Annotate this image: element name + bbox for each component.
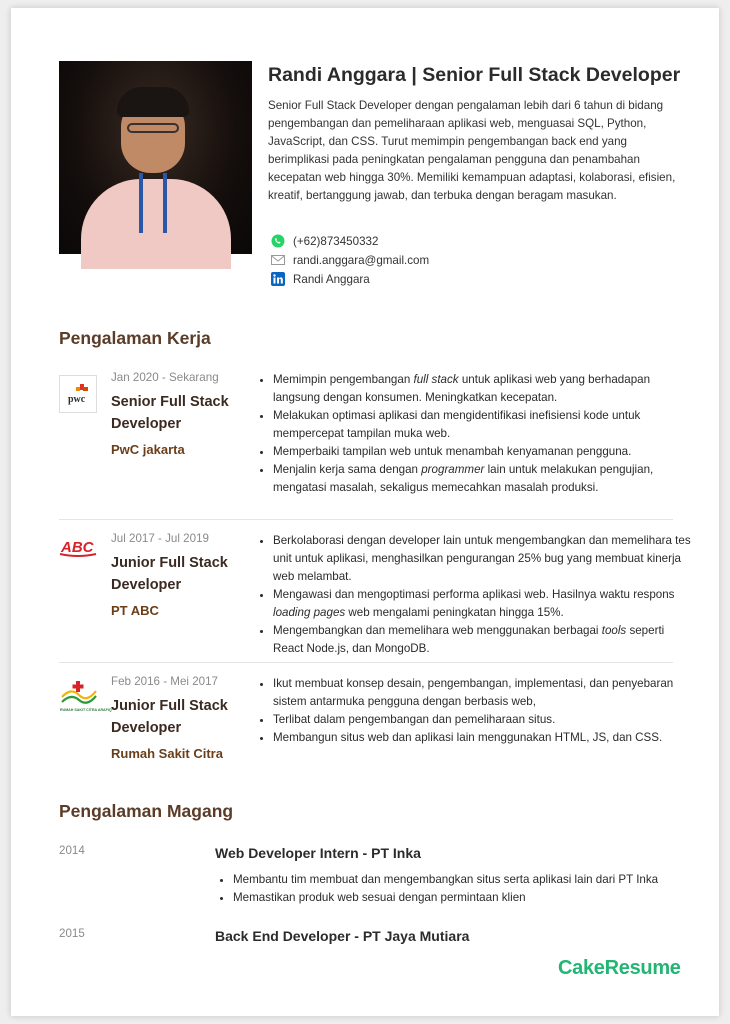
job-bullet: • Melakukan optimasi aplikasi dan mengidentifikasi inefisiensi kode untuk mempercepat tampilan muka web. [273, 407, 691, 443]
job-period: Jul 2017 - Jul 2019 [111, 532, 209, 545]
job-role: Senior Full Stack Developer [111, 394, 229, 432]
internship-bullet: • Membantu tim membuat dan mengembangkan situs serta aplikasi lain dari PT Inka [233, 871, 703, 889]
linkedin-name: Randi Anggara [293, 272, 370, 286]
rumah-sakit-citra-logo [59, 677, 112, 715]
linkedin-icon [271, 272, 285, 286]
internship-year: 2015 [59, 927, 85, 940]
job-bullets [257, 675, 691, 747]
job-role: Junior Full Stack Developer [111, 555, 228, 593]
internship-title: Back End Developer - PT Jaya Mutiara [215, 928, 470, 944]
job-period: Feb 2016 - Mei 2017 [111, 675, 218, 688]
name-title: Randi Anggara | Senior Full Stack Developer [268, 64, 681, 86]
internship-title: Web Developer Intern - PT Inka [215, 845, 421, 861]
job-bullet: • Membangun situs web dan aplikasi lain menggunakan HTML, JS, dan CSS. [273, 729, 691, 747]
profile-summary: Senior Full Stack Developer dengan pengalaman lebih dari 6 tahun di bidang pengembangan dan pemeliharaan aplikasi web, menguasai SQL, Python, JavaScript, dan CSS. Turut memimpin pengembangan back end yang berimplikasi pada peningkatan pengalaman pengguna dan penambahan kecepatan web hingga 30%. Memiliki kemampuan adaptasi, kolaborasi, efisien, kreatif, bertanggung jawab, dan terbuka dengan beragam masukan. [268, 99, 676, 202]
svg-text:pwc: pwc [68, 394, 86, 405]
divider [59, 662, 673, 663]
job-company: PwC jakarta [111, 442, 185, 457]
job-company: PT ABC [111, 603, 159, 618]
mail-icon [271, 253, 285, 267]
job-entry [59, 675, 673, 775]
job-company: Rumah Sakit Citra [111, 746, 223, 761]
job-bullet: • Berkolaborasi dengan developer lain untuk mengembangkan dan memelihara tes unit untuk aplikasi, menghasilkan pengurangan 25% bug yang membuat kinerja web melambat. [273, 532, 691, 586]
internship-year: 2014 [59, 844, 85, 857]
job-period: Jan 2020 - Sekarang [111, 371, 219, 384]
phone-number: (+62)873450332 [293, 234, 379, 248]
job-bullet: • Mengembangkan dan memelihara web menggunakan berbagai tools seperti React Node.js, dan MongoDB. [273, 622, 691, 658]
divider [59, 519, 673, 520]
job-bullets [257, 371, 691, 497]
job-bullet: • Memperbaiki tampilan web untuk menambah kenyamanan pengguna. [273, 443, 691, 461]
job-bullet: • Menjalin kerja sama dengan programmer lain untuk melakukan pengujian, mengatasi masalah, sekaligus memecahkan masalah produksi. [273, 461, 691, 497]
svg-text:ABC: ABC [61, 539, 94, 556]
whatsapp-icon [271, 234, 285, 248]
email-address: randi.anggara@gmail.com [293, 253, 430, 267]
job-role: Junior Full Stack Developer [111, 698, 228, 736]
job-entry [59, 532, 691, 660]
internship-bullet: • Memastikan produk web sesuai dengan permintaan klien [233, 889, 703, 907]
job-bullet: • Terlibat dalam pengembangan dan pemeliharaan situs. [273, 711, 691, 729]
cakeresume-logo[interactable]: CakeResume [558, 957, 681, 979]
contact-phone[interactable] [271, 232, 378, 250]
section-title-internship: Pengalaman Magang [59, 801, 234, 821]
job-bullet: • Ikut membuat konsep desain, pengembangan, implementasi, dan penyebaran sistem antarmuka pengguna dengan berbasis web, [273, 675, 691, 711]
internship-bullets [215, 871, 703, 907]
contact-linkedin[interactable] [271, 270, 370, 288]
job-entry [59, 371, 673, 516]
abc-logo [59, 536, 97, 574]
job-bullet: • Memimpin pengembangan full stack untuk aplikasi web yang berhadapan langsung dengan konsumen. Meningkatkan kecepatan. [273, 371, 691, 407]
job-bullet: • Mengawasi dan mengoptimasi performa aplikasi web. Hasilnya waktu respons loading pages web mengalami peningkatan hingga 15%. [273, 586, 691, 622]
profile-photo [59, 61, 252, 254]
job-bullets [257, 532, 691, 658]
pwc-logo [59, 375, 97, 413]
section-title-work: Pengalaman Kerja [59, 328, 211, 348]
svg-text:RUMAH SAKIT CITRA ARAFIQ: RUMAH SAKIT CITRA ARAFIQ [60, 708, 112, 712]
contact-email[interactable] [271, 251, 429, 269]
resume-page [11, 8, 719, 1016]
